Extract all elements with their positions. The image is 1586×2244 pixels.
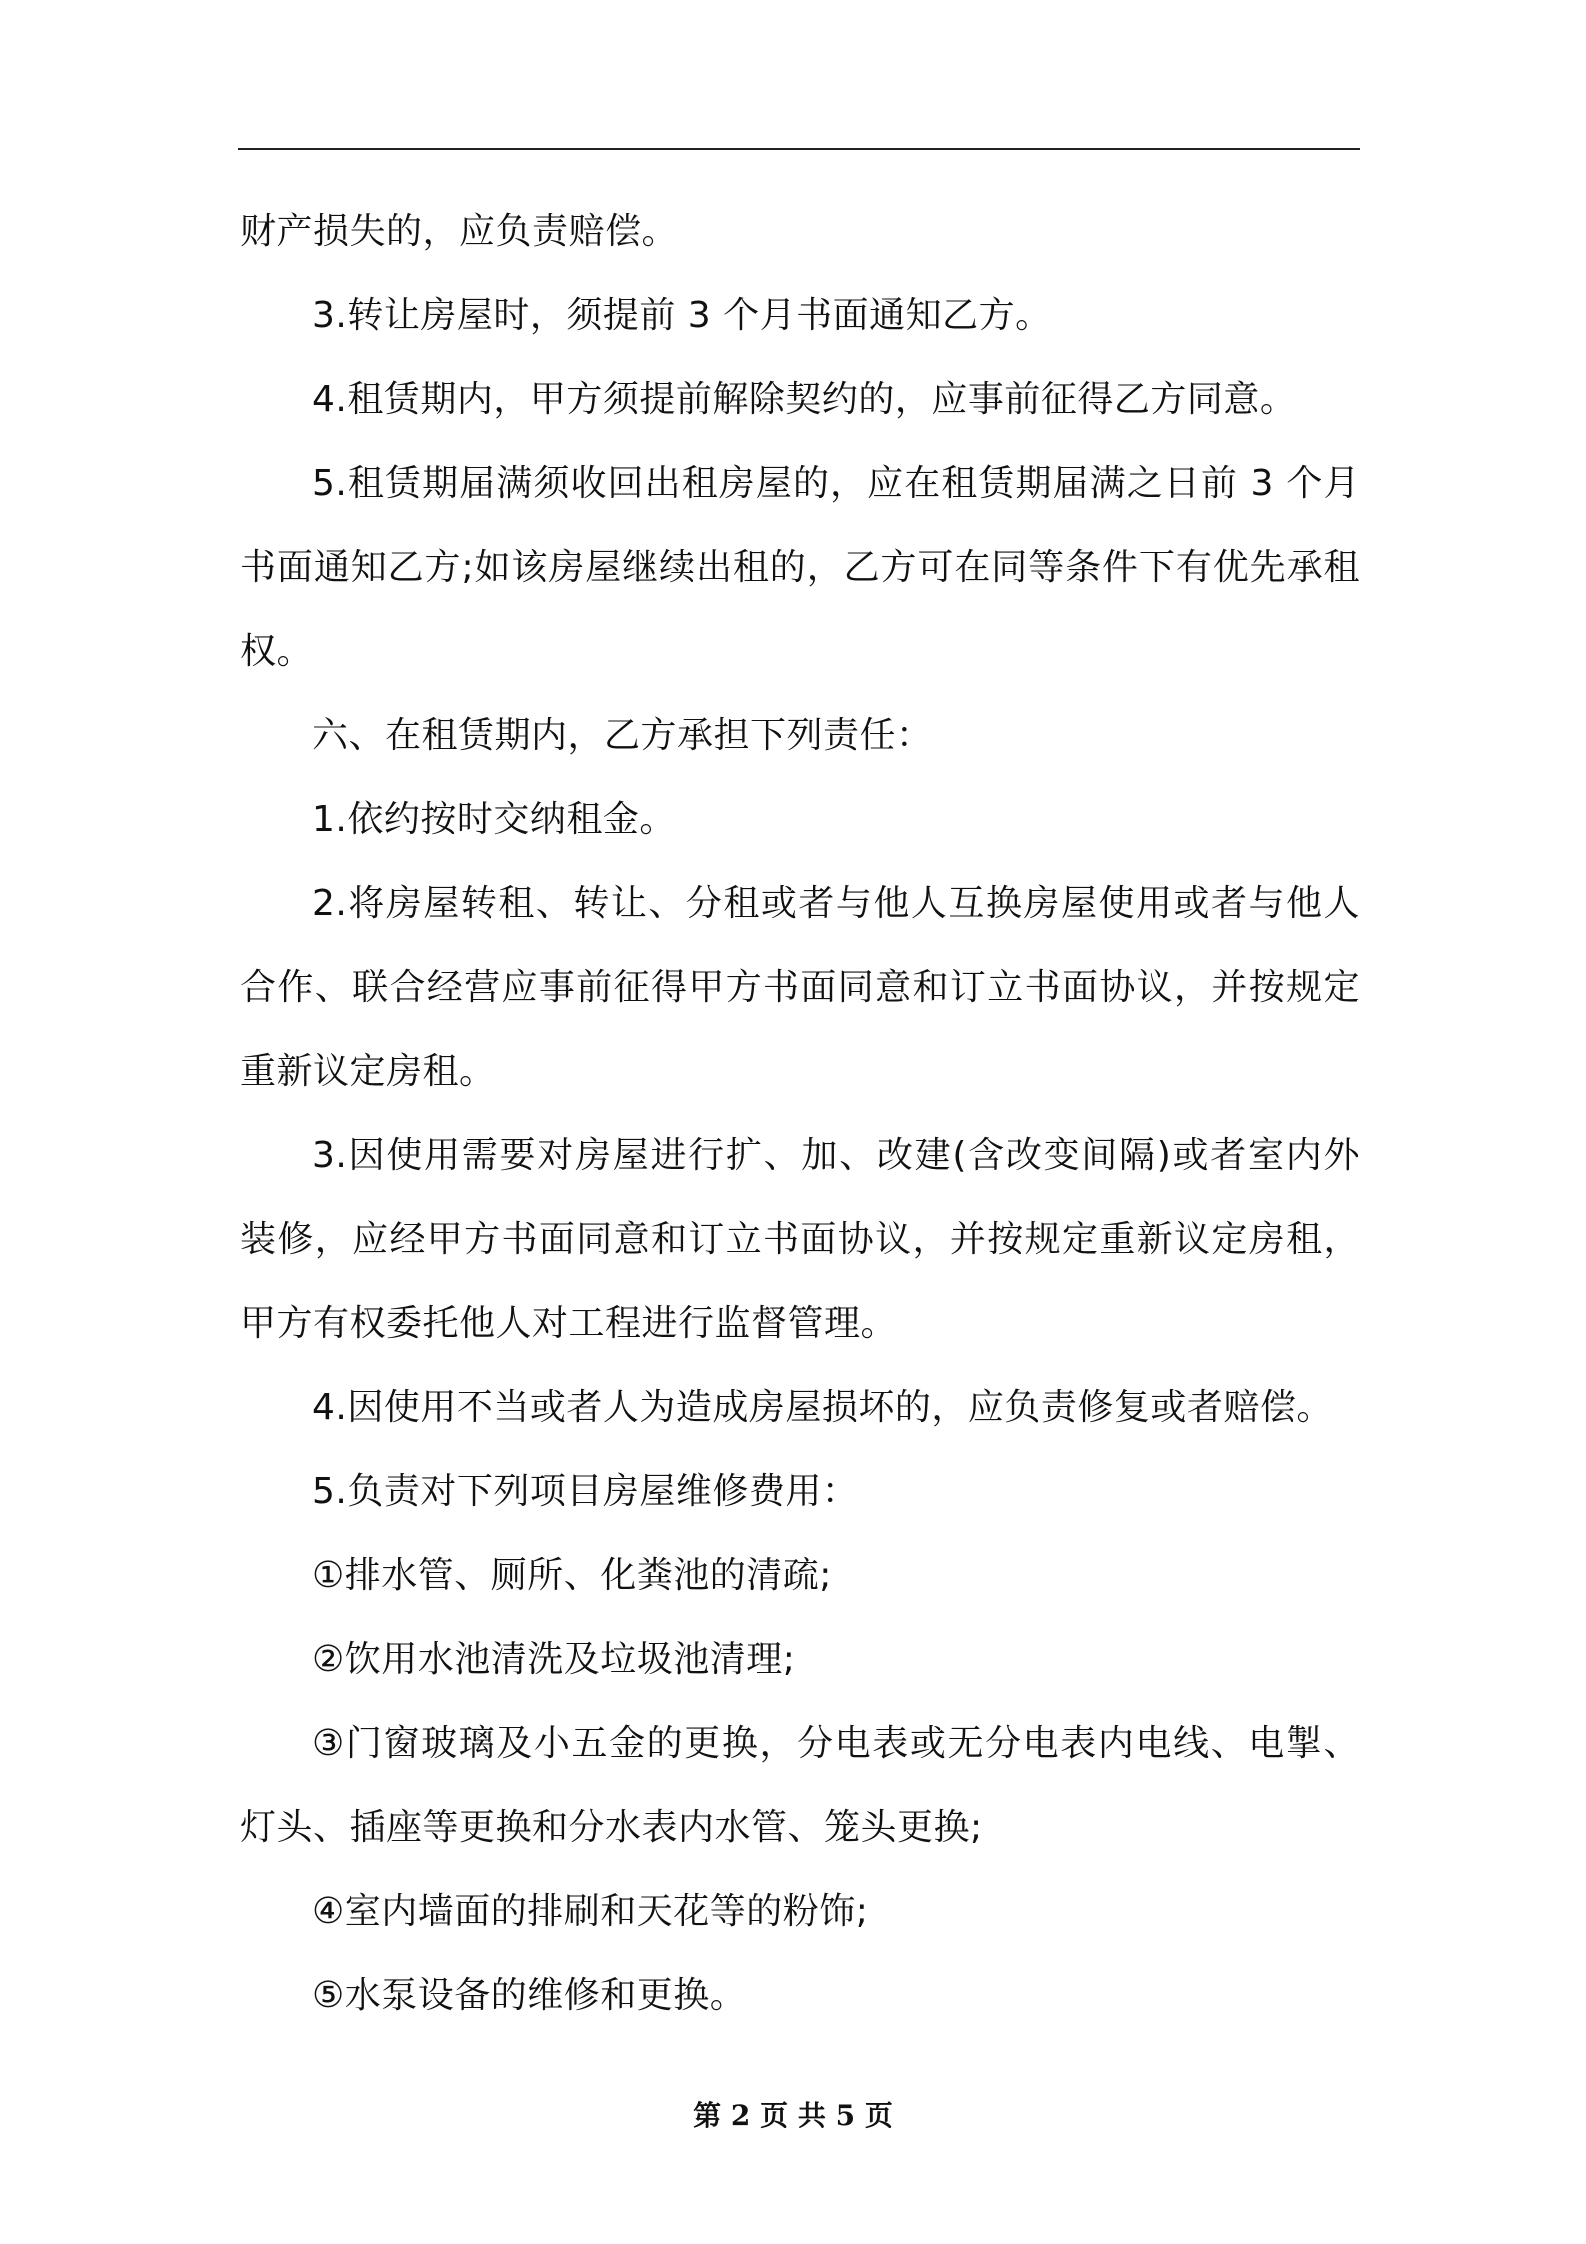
- list-item: ④室内墙面的排刷和天花等的粉饰;: [312, 1891, 869, 1932]
- paragraph: 1.依约按时交纳租金。: [312, 799, 676, 840]
- paragraph: 财产损失的，应负责赔偿。: [240, 211, 679, 252]
- paragraph: 5.租赁期届满须收回出租房屋的，应在租赁期届满之日前 3 个月书面通知乙方;如该房屋继续出租的，乙方可在同等条件下有优先承租权。: [240, 463, 1360, 672]
- paragraph: 3.因使用需要对房屋进行扩、加、改建(含改变间隔)或者室内外装修，应经甲方书面同意和订立书面协议，并按规定重新议定房租，甲方有权委托他人对工程进行监督管理。: [240, 1135, 1360, 1344]
- list-item: ②饮用水池清洗及垃圾池清理;: [312, 1639, 796, 1680]
- paragraph: 4.因使用不当或者人为造成房屋损坏的，应负责修复或者赔偿。: [312, 1387, 1333, 1428]
- paragraph: 2.将房屋转租、转让、分租或者与他人互换房屋使用或者与他人合作、联合经营应事前征得甲方书面同意和订立书面协议，并按规定重新议定房租。: [240, 883, 1360, 1092]
- list-item: ⑤水泵设备的维修和更换。: [312, 1975, 747, 2016]
- paragraph: 5.负责对下列项目房屋维修费用：: [312, 1471, 859, 1512]
- section-heading: 六、在租赁期内，乙方承担下列责任：: [312, 715, 933, 756]
- paragraph: 3.转让房屋时，须提前 3 个月书面通知乙方。: [312, 295, 1052, 336]
- header-rule: [238, 148, 1360, 150]
- page-number-footer: 第 2 页 共 5 页: [693, 2099, 893, 2132]
- list-item: ③门窗玻璃及小五金的更换，分电表或无分电表内电线、电掣、灯头、插座等更换和分水表内水管、笼头更换;: [240, 1723, 1360, 1848]
- list-item: ①排水管、厕所、化粪池的清疏;: [312, 1555, 832, 1596]
- document-body: [240, 190, 1360, 2038]
- paragraph: 4.租赁期内，甲方须提前解除契约的，应事前征得乙方同意。: [312, 379, 1297, 420]
